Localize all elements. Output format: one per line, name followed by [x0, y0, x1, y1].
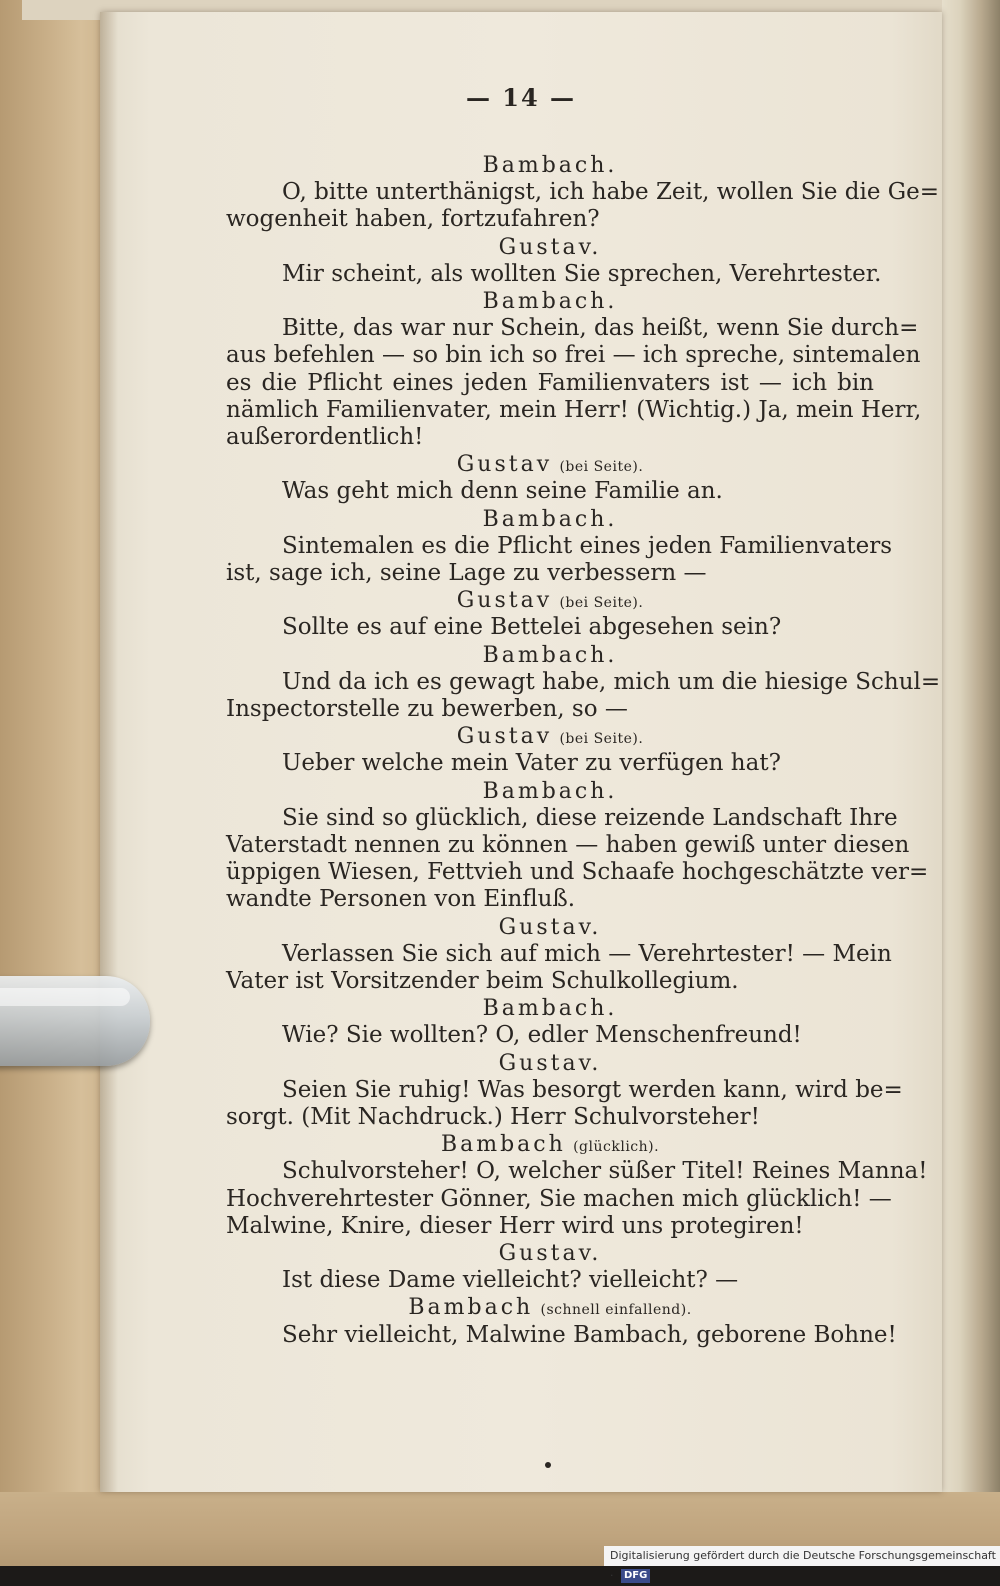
text-line: [226, 560, 707, 587]
line-text: Sehr vielleicht, Malwine Bambach, geborene Bohne!: [282, 1321, 897, 1348]
speaker-heading: [226, 451, 874, 481]
line-text: sorgt. (Mit Nachdruck.) Herr Schulvorsteher!: [226, 1104, 760, 1130]
text-line: [226, 370, 874, 397]
line-text: Inspectorstelle zu bewerben, so —: [226, 696, 628, 722]
speaker-heading: [226, 587, 874, 617]
stage-direction: (bei Seite).: [559, 595, 644, 612]
speaker-heading: [226, 995, 874, 1022]
text-line: [226, 859, 929, 886]
speaker-name: Bambach: [408, 1295, 534, 1321]
speaker-heading: [226, 506, 874, 533]
text-line: [282, 668, 941, 696]
text-line: [282, 1267, 738, 1294]
text-line: [282, 1076, 903, 1104]
speaker-heading: [226, 914, 874, 941]
text-line: [282, 750, 781, 777]
line-text: Ueber welche mein Vater zu verfügen hat?: [282, 750, 781, 777]
text-line: [282, 804, 898, 832]
text-line: [226, 396, 922, 424]
text-line: [226, 886, 575, 913]
page-number: — 14 —: [465, 83, 577, 112]
printed-page: [100, 12, 942, 1492]
text-line: [226, 968, 739, 995]
text-line: [226, 1213, 804, 1240]
line-text: Mir scheint, als wollten Sie sprechen, Verehrtester.: [282, 260, 882, 287]
dfg-logo: DFG: [621, 1569, 650, 1583]
text-line: [282, 940, 892, 968]
text-line: [282, 614, 781, 641]
line-text: Seien Sie ruhig! Was besorgt werden kann, wird be=: [282, 1076, 903, 1103]
speaker-heading: [226, 1240, 874, 1267]
speaker-name: Bambach.: [482, 506, 618, 532]
line-text: Vaterstadt nennen zu können — haben gewiß unter diesen: [226, 832, 910, 858]
scanner-clip-highlight: [0, 988, 130, 1006]
speaker-name: Gustav.: [498, 234, 602, 260]
line-text: wogenheit haben, fortzufahren?: [226, 206, 600, 233]
book-cover-right-edge: [938, 0, 1000, 1566]
speaker-heading: [226, 642, 874, 669]
line-text: üppigen Wiesen, Fettvieh und Schaafe hochgeschätzte ver=: [226, 859, 929, 886]
line-text: nämlich Familienvater, mein Herr! (Wichtig.) Ja, mein Herr,: [226, 396, 922, 423]
text-line: [282, 1022, 802, 1049]
stage-direction: (schnell einfallend).: [540, 1302, 692, 1319]
speaker-name: Gustav.: [498, 914, 602, 940]
speaker-name: Bambach.: [482, 996, 618, 1022]
text-line: [226, 1185, 892, 1213]
text-line: [282, 1158, 928, 1185]
speaker-name: Bambach.: [482, 289, 618, 314]
text-line: [282, 315, 919, 342]
line-text: ist, sage ich, seine Lage zu verbessern —: [226, 560, 707, 586]
text-line: [226, 424, 423, 451]
line-text: aus befehlen — so bin ich so frei — ich spreche, sintemalen: [226, 342, 921, 369]
text-line: [226, 696, 628, 723]
text-line: [282, 179, 940, 206]
speaker-heading: [226, 288, 874, 315]
line-text: Schulvorsteher! O, welcher süßer Titel! Reines Manna!: [282, 1158, 928, 1185]
speaker-name: Bambach.: [482, 642, 618, 668]
text-line: [282, 1322, 897, 1349]
stage-direction: (bei Seite).: [559, 731, 644, 748]
line-text: Sie sind so glücklich, diese reizende Landschaft Ihre: [282, 804, 898, 831]
book-cover-left-edge: [0, 0, 108, 1566]
text-line: [282, 478, 723, 505]
ink-dot: [545, 1462, 551, 1468]
speaker-name: Gustav.: [498, 1050, 602, 1076]
line-text: Sollte es auf eine Bettelei abgesehen sein?: [282, 614, 782, 641]
line-text: Hochverehrtester Gönner, Sie machen mich glücklich! —: [226, 1185, 892, 1212]
line-text: wandte Personen von Einfluß.: [226, 886, 576, 913]
line-text: Sintemalen es die Pflicht eines jeden Familienvaters: [282, 532, 893, 559]
line-text: Wie? Sie wollten? O, edler Menschenfreund!: [282, 1022, 802, 1049]
speaker-heading: [226, 1050, 874, 1077]
line-text: Verlassen Sie sich auf mich — Verehrtester! — Mein: [282, 940, 892, 967]
spine-shadow: [100, 12, 118, 1492]
stage-direction: (glücklich).: [573, 1139, 660, 1156]
speaker-name: Gustav: [456, 724, 553, 750]
speaker-name: Gustav: [456, 588, 553, 614]
text-line: [226, 832, 910, 859]
speaker-name: Bambach.: [482, 153, 618, 178]
line-text: Was geht mich denn seine Familie an.: [282, 478, 723, 505]
speaker-name: Gustav: [456, 452, 553, 478]
text-line: [226, 1104, 760, 1131]
line-text: Malwine, Knire, dieser Herr wird uns protegiren!: [226, 1212, 804, 1239]
line-text: Bitte, das war nur Schein, das heißt, wenn Sie durch=: [282, 315, 919, 342]
speaker-heading: [226, 1131, 874, 1161]
speaker-heading: [226, 778, 874, 805]
line-text: O, bitte unterthänigst, ich habe Zeit, wollen Sie die Ge=: [282, 179, 940, 206]
stage-direction: (bei Seite).: [559, 459, 644, 476]
speaker-heading: [226, 1294, 874, 1324]
speaker-heading: [226, 723, 874, 753]
text-line: [226, 342, 921, 369]
speaker-heading: [226, 152, 874, 179]
text-line: [282, 532, 893, 560]
line-text: außerordentlich!: [226, 424, 424, 450]
text-line: [226, 206, 600, 233]
line-text: Und da ich es gewagt habe, mich um die hiesige Schul=: [282, 668, 941, 695]
speaker-name: Gustav.: [498, 1241, 602, 1266]
line-text: Ist diese Dame vielleicht? vielleicht? —: [282, 1267, 739, 1294]
text-line: [282, 261, 881, 288]
speaker-heading: [226, 234, 874, 261]
footer-text: Digitalisierung gefördert durch die Deutsche Forschungsgemeinschaft ·: [610, 1549, 996, 1582]
speaker-name: Bambach: [440, 1132, 566, 1158]
speaker-name: Bambach.: [482, 778, 618, 804]
digitization-footer: [604, 1546, 1000, 1582]
line-text: Vater ist Vorsitzender beim Schulkollegium.: [226, 968, 739, 994]
line-text: es die Pflicht eines jeden Familienvaters ist — ich bin: [226, 369, 874, 396]
